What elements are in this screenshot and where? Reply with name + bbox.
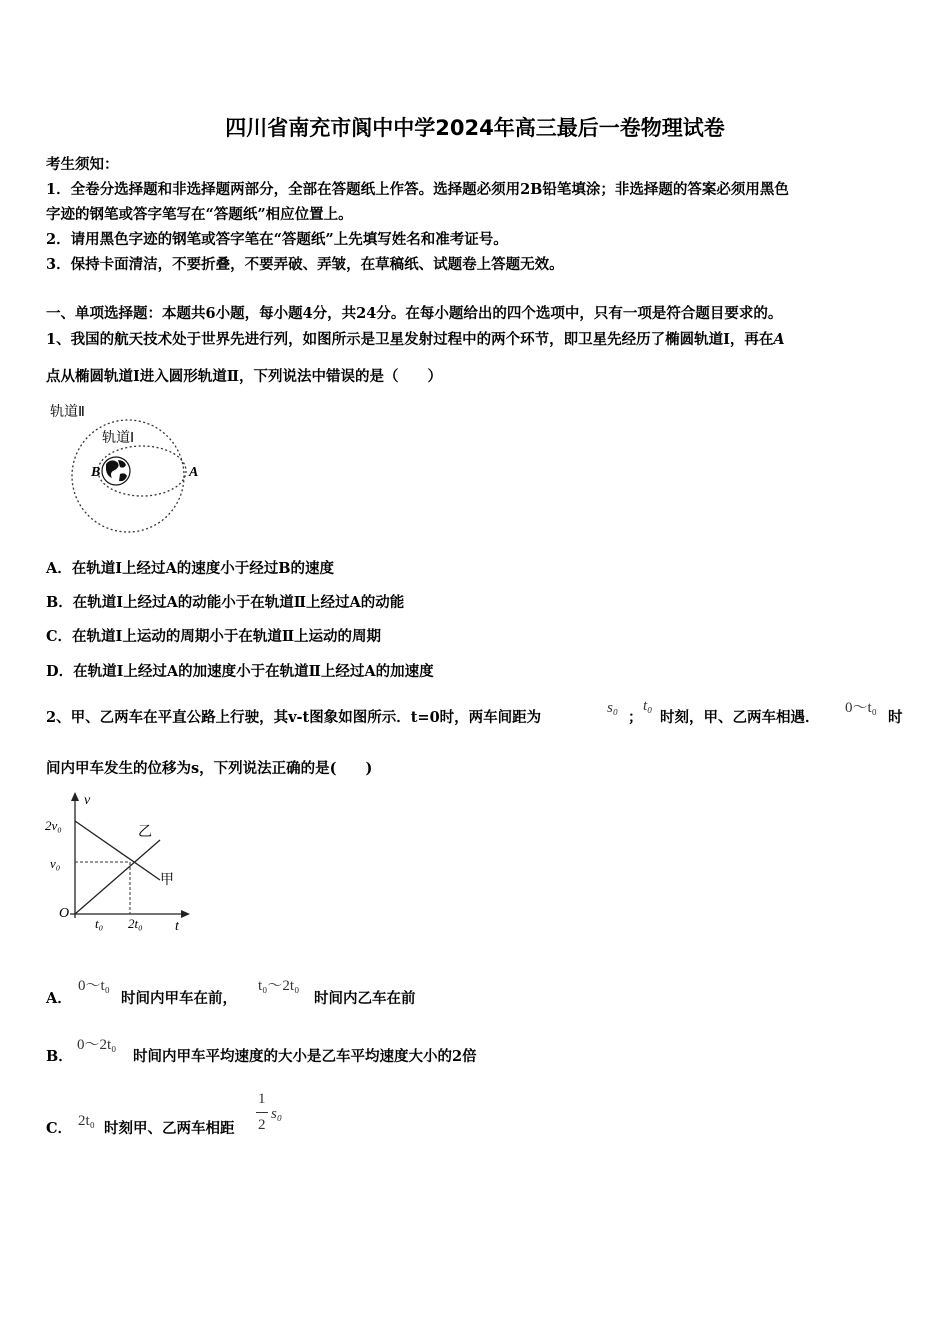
- q2-option-b-math: 0～2t₀: [77, 1037, 117, 1053]
- q1-stem-text: 1、我国的航天技术处于世界先进行列，如图所示是卫星发射过程中的两个环节，即卫星先经历了椭圆轨道Ⅰ，再在: [46, 331, 774, 348]
- q2-option-c-label: C．: [46, 1120, 73, 1137]
- q2-option-c-frac-den: 2: [258, 1117, 266, 1133]
- v-axis-arrow-icon: [71, 792, 79, 801]
- point-b-label: B: [91, 465, 101, 480]
- q2-option-c-text: 时刻甲、乙两车相距: [104, 1120, 235, 1137]
- q2-range: 0～t₀: [845, 700, 877, 716]
- q1-option-d: D．在轨道Ⅰ上经过A的加速度小于在轨道Ⅱ上经过A的加速度: [46, 663, 434, 680]
- notice-heading: 考生须知：: [46, 156, 119, 173]
- notice-line-1a: 1．全卷分选择题和非选择题两部分，全部在答题纸上作答。选择题必须用2B铅笔填涂；非选择题的答案必须用黑色: [46, 181, 789, 198]
- orbit-1-label: 轨道Ⅰ: [102, 431, 135, 446]
- q2-t0: t₀: [643, 698, 653, 714]
- q2-option-a-label: A．: [46, 990, 72, 1007]
- v-axis-label: v: [84, 793, 91, 808]
- q2-option-a-math2: t₀～2t₀: [258, 978, 300, 994]
- point-a-label: A: [189, 465, 199, 480]
- t-axis-arrow-icon: [181, 910, 190, 918]
- label-yi: 乙: [138, 825, 152, 840]
- orbit-figure: [46, 398, 216, 538]
- q2-option-b-text: 时间内甲车平均速度的大小是乙车平均速度大小的2倍: [133, 1048, 477, 1065]
- q2-stem-line1a: 2、甲、乙两车在平直公路上行驶，其v-t图象如图所示．t=0时，两车间距为: [46, 709, 542, 726]
- notice-line-2: 2．请用黑色字迹的钢笔或答字笔在“答题纸”上先填写姓名和准考证号。: [46, 231, 508, 248]
- orbit-2-label: 轨道Ⅱ: [50, 405, 85, 420]
- x-tick-2t0: 2t₀: [128, 916, 143, 931]
- q1-stem-line2: 点从椭圆轨道Ⅰ进入圆形轨道Ⅱ，下列说法中错误的是（ ）: [46, 368, 443, 385]
- t-axis-label: t: [175, 919, 179, 934]
- page-title: 四川省南充市阆中中学2024年高三最后一卷物理试卷: [225, 116, 725, 140]
- q1-option-c: C．在轨道Ⅰ上运动的周期小于在轨道Ⅱ上运动的周期: [46, 628, 382, 645]
- vt-graph: [42, 788, 202, 936]
- q1-point-a: A: [773, 331, 785, 348]
- notice-line-1b: 字迹的钢笔或答字笔写在“答题纸”相应位置上。: [46, 206, 353, 223]
- q2-stem-line1b: 时刻，甲、乙两车相遇．: [660, 709, 820, 726]
- earth-icon: [102, 457, 130, 485]
- y-tick-v0: v₀: [50, 856, 61, 871]
- notice-line-3: 3．保持卡面清洁，不要折叠，不要弄破、弄皱，在草稿纸、试题卷上答题无效。: [46, 256, 564, 273]
- q2-option-c-frac-num: 1: [258, 1091, 266, 1107]
- q2-separator: ；: [628, 709, 643, 726]
- q2-stem-line2: 间内甲车发生的位移为s，下列说法正确的是( ): [46, 760, 373, 777]
- origin-label: O: [59, 906, 70, 921]
- q2-option-c-s0: s₀: [271, 1106, 283, 1122]
- q2-option-a-text1: 时间内甲车在前，: [121, 990, 237, 1007]
- q2-stem-line1c: 时: [888, 709, 903, 726]
- label-jia: 甲: [160, 873, 174, 888]
- q1-option-b: B．在轨道Ⅰ上经过A的动能小于在轨道Ⅱ上经过A的动能: [46, 594, 405, 611]
- q2-option-a-math1: 0～t₀: [78, 978, 110, 994]
- q1-stem-line1: [46, 328, 785, 349]
- q1-option-a: A．在轨道Ⅰ上经过A的速度小于经过B的速度: [46, 560, 335, 577]
- q2-s0: s₀: [607, 700, 619, 716]
- q2-option-c-math: 2t₀: [78, 1113, 95, 1129]
- fraction-bar: [256, 1112, 268, 1113]
- x-tick-t0: t₀: [95, 916, 104, 931]
- q2-option-a-text2: 时间内乙车在前: [314, 990, 416, 1007]
- y-tick-2v0: 2v₀: [45, 818, 62, 833]
- q2-option-b-label: B．: [46, 1048, 73, 1065]
- section-heading: 一、单项选择题：本题共6小题，每小题4分，共24分。在每小题给出的四个选项中，只有一项是符合题目要求的。: [46, 305, 783, 322]
